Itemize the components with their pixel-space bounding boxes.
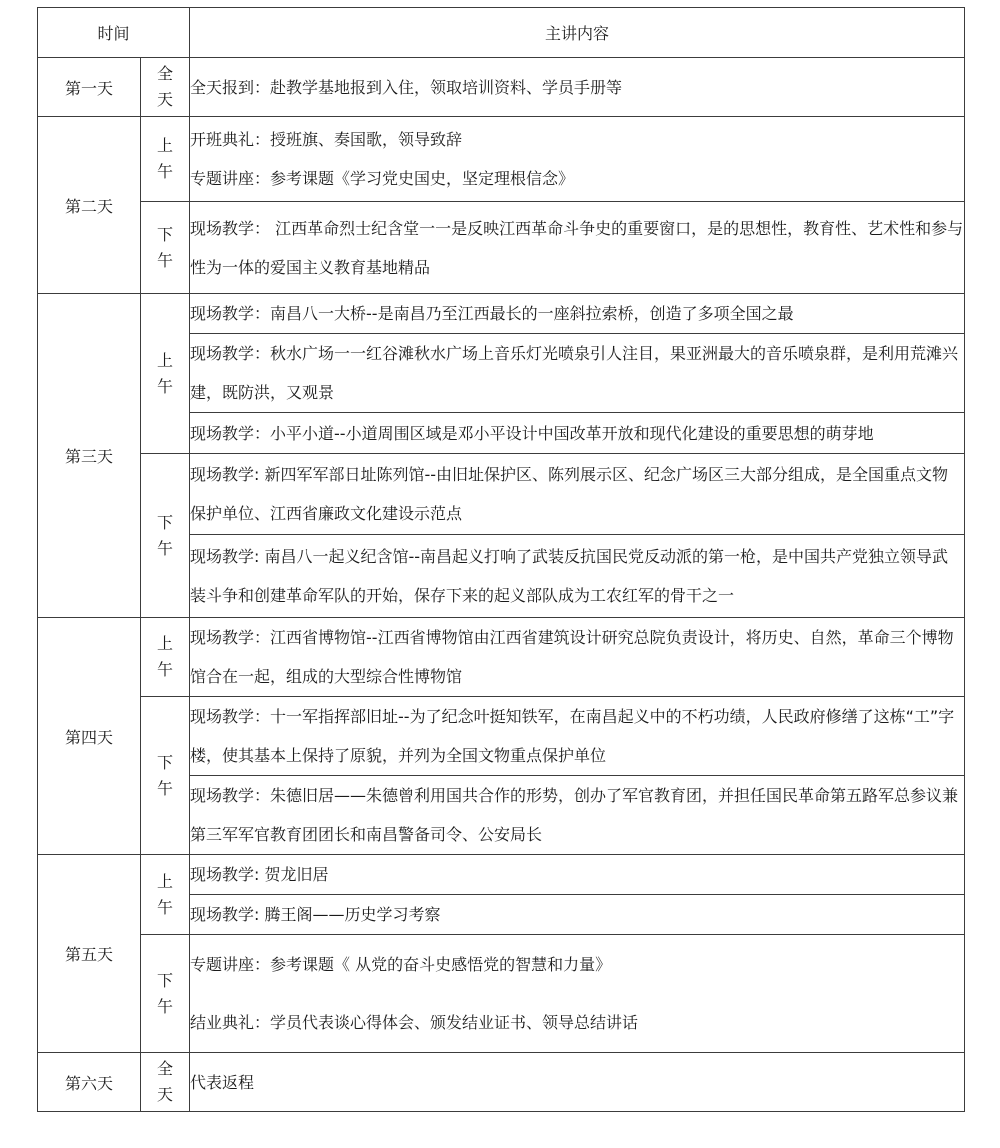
header-row	[38, 8, 965, 58]
day5-label: 第五天	[38, 855, 141, 1053]
day2-pm-row	[38, 202, 965, 294]
day6-period: 全天	[141, 1053, 190, 1112]
day6-item: 代表返程	[190, 1053, 965, 1112]
day2-am-items	[190, 117, 965, 202]
schedule-table	[37, 7, 965, 1112]
day2-pm-item: 现场教学： 江西革命烈士纪含堂一一是反映江西革命斗争史的重要窗口，是的思想性，教育性、艺术性和参与性为一体的爱国主义教育基地精品	[190, 202, 965, 294]
day2-am-item: 专题讲座：参考课题《学习党史国史，坚定理根信念》	[190, 169, 575, 188]
day3-label: 第三天	[38, 294, 141, 618]
day3-pm-period: 下午	[141, 454, 190, 618]
day4-label: 第四天	[38, 618, 141, 855]
day4-pm-row	[38, 697, 965, 776]
day3-am-item: 现场教学：秋水广场一一红谷滩秋水广场上音乐灯光喷泉引人注目，果亚洲最大的音乐喷泉群，是利用荒滩兴建，既防洪，又观景	[190, 334, 965, 413]
day2-am-row	[38, 117, 965, 202]
day3-am-period: 上午	[141, 294, 190, 454]
day5-pm-row	[38, 935, 965, 1053]
day5-pm-period: 下午	[141, 935, 190, 1053]
content-header: 主讲内容	[190, 8, 965, 58]
day1-period: 全天	[141, 58, 190, 117]
day3-am-row	[38, 294, 965, 334]
day4-pm-item: 现场教学：朱德旧居——朱德曾利用国共合作的形势，创办了军官教育团，并担任国民革命第五路军总参议兼第三军军官教育团团长和南昌警备司令、公安局长	[190, 776, 965, 855]
day5-am-item: 现场教学: 贺龙旧居	[190, 855, 965, 895]
time-header: 时间	[38, 8, 190, 58]
day3-am-item: 现场教学：小平小道--小道周围区域是邓小平设计中国改革开放和现代化建设的重要思想的萌芽地	[190, 413, 965, 454]
day3-am-item: 现场教学：南昌八一大桥--是南昌乃至江西最长的一座斜拉索桥，创造了多项全国之最	[190, 294, 965, 334]
day4-am-item: 现场教学：江西省博物馆--江西省博物馆由江西省建筑设计研究总院负责设计，将历史、自然，革命三个博物馆合在一起，组成的大型综合性博物馆	[190, 618, 965, 697]
day4-pm-item: 现场教学：十一军指挥部旧址--为了纪念叶挺知铁军，在南昌起义中的不朽功绩，人民政府修缮了这栋“工”字楼，使其基本上保持了原貌，并列为全国文物重点保护单位	[190, 697, 965, 776]
day5-am-period: 上午	[141, 855, 190, 935]
day5-am-item: 现场教学: 腾王阁——历史学习考察	[190, 895, 965, 935]
day6-row	[38, 1053, 965, 1112]
day4-pm-period: 下午	[141, 697, 190, 855]
day2-label: 第二天	[38, 117, 141, 294]
day3-pm-item: 现场教学: 新四军军部日址陈列馆--由旧址保护区、陈列展示区、纪念广场区三大部分组成，是全国重点文物保护单位、江西省廉政文化建设示范点	[190, 454, 965, 535]
day2-am-period: 上午	[141, 117, 190, 202]
day3-pm-item: 现场教学: 南昌八一起义纪含馆--南昌起义打响了武装反抗国民党反动派的第一枪，是中国共产党独立领导武装斗争和创建革命军队的开始，保存下来的起义部队成为工农红军的骨干之一	[190, 535, 965, 618]
day5-pm-item: 专题讲座：参考课题《 从党的奋斗史感悟党的智慧和力量》	[190, 954, 612, 974]
day4-am-row	[38, 618, 965, 697]
day5-pm-item: 结业典礼：学员代表谈心得体会、颁发结业证书、领导总结讲话	[190, 1012, 639, 1032]
day5-am-row	[38, 855, 965, 895]
day3-pm-row	[38, 454, 965, 535]
day5-pm-items	[190, 935, 965, 1053]
day1-item: 全天报到：赴教学基地报到入住，领取培训资料、学员手册等	[190, 58, 965, 117]
day2-am-item: 开班典礼：授班旗、奏国歌，领导致辞	[190, 130, 463, 149]
day1-row	[38, 58, 965, 117]
day6-label: 第六天	[38, 1053, 141, 1112]
day2-pm-period: 下午	[141, 202, 190, 294]
day4-am-period: 上午	[141, 618, 190, 697]
day1-label: 第一天	[38, 58, 141, 117]
